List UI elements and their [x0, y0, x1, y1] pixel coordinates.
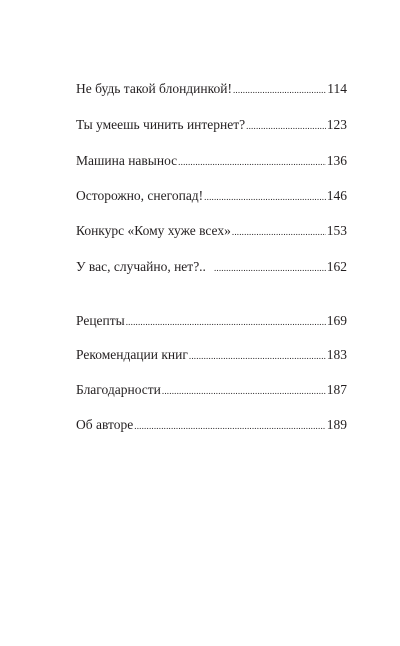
- toc-entry-page: 187: [326, 382, 347, 397]
- toc-entry-title: Осторожно, снегопад!: [76, 188, 204, 203]
- toc-entry-title: У вас, случайно, нет?..: [76, 259, 206, 274]
- toc-entry[interactable]: [76, 259, 347, 276]
- toc-entry-page: 162: [326, 259, 347, 274]
- toc-entry[interactable]: [76, 382, 347, 399]
- dot-leader: [214, 260, 326, 276]
- toc-entry-title: Ты умеешь чинить интернет?: [76, 117, 246, 132]
- dot-leader: [233, 82, 326, 98]
- toc-entry[interactable]: [76, 117, 347, 134]
- toc-entry-title: Машина навынос: [76, 153, 178, 168]
- toc-entry[interactable]: [76, 417, 347, 434]
- toc-entry-page: 114: [327, 81, 347, 96]
- toc-entry[interactable]: [76, 188, 347, 205]
- dot-leader: [162, 383, 326, 399]
- toc-entry-title: Рекомендации книг: [76, 347, 188, 362]
- toc-entry-page: 136: [326, 153, 347, 168]
- dot-leader: [126, 314, 326, 330]
- dot-leader: [232, 224, 326, 240]
- dot-leader: [189, 348, 326, 364]
- toc-entry-page: 183: [326, 347, 347, 362]
- toc-entry[interactable]: [76, 153, 347, 170]
- toc-entry-page: 153: [326, 223, 347, 238]
- toc-entry-page: 189: [326, 417, 347, 432]
- toc-entry-title: Благодарности: [76, 382, 161, 397]
- dot-leader: [246, 118, 326, 134]
- toc-entry[interactable]: [76, 81, 347, 98]
- toc-entry[interactable]: [76, 223, 347, 240]
- toc-entry-title: Рецепты: [76, 313, 125, 328]
- dot-leader: [134, 418, 326, 434]
- toc-entry-title: Конкурс «Кому хуже всех»: [76, 223, 231, 238]
- toc-entry-page: 146: [326, 188, 347, 203]
- dot-leader: [178, 154, 326, 170]
- dot-leader: [204, 189, 326, 205]
- toc-entry-title: Об авторе: [76, 417, 134, 432]
- toc-entry-page: 169: [326, 313, 347, 328]
- toc-entry-page: 123: [326, 117, 347, 132]
- toc-entry-title: Не будь такой блондинкой!: [76, 81, 232, 96]
- toc-entry[interactable]: [76, 347, 347, 364]
- toc-entry[interactable]: [76, 313, 347, 330]
